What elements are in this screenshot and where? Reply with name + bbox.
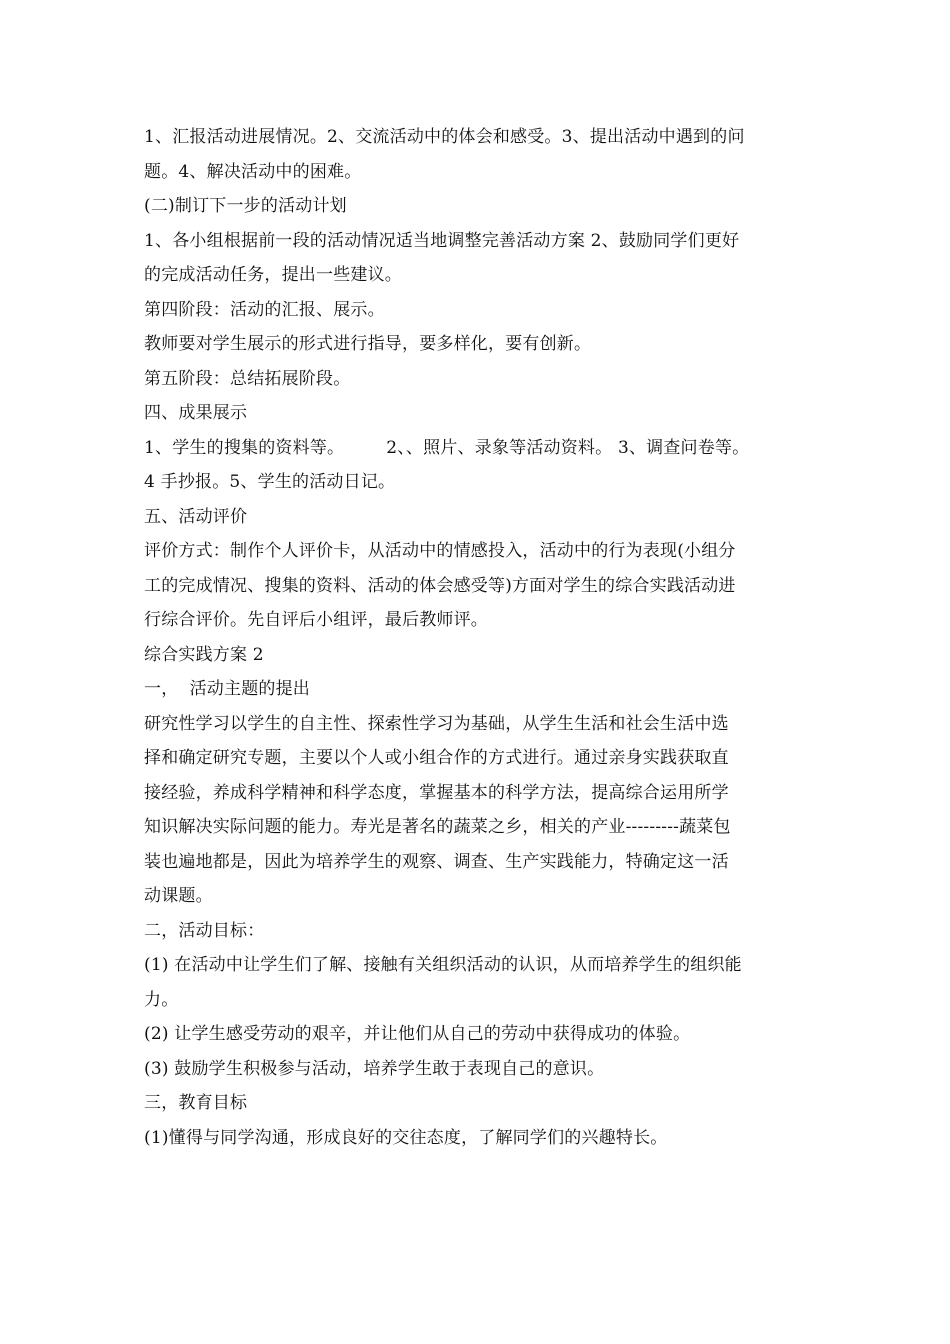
text-line: 4 手抄报。5、学生的活动日记。 (144, 472, 396, 492)
text-line: 知识解决实际问题的能力。寿光是著名的蔬菜之乡，相关的产业---------蔬菜包 (144, 817, 731, 837)
text-line: 工的完成情况、搜集的资料、活动的体会感受等)方面对学生的综合实践活动进 (144, 575, 736, 596)
text-line: (3) 鼓励学生积极参与活动，培养学生敢于表现自己的意识。 (144, 1058, 605, 1079)
text-line: 评价方式：制作个人评价卡，从活动中的情感投入，活动中的行为表现(小组分 (144, 541, 736, 561)
results-item-b: 2、、照片、录象等活动资料。 3、调查问卷等。 (386, 437, 750, 458)
text-line: 1、各小组根据前一段的活动情况适当地调整完善活动方案 2、鼓励同学们更好 (144, 230, 740, 251)
text-line: 教师要对学生展示的形式进行指导，要多样化，要有创新。 (144, 334, 592, 354)
section-heading: (二)制订下一步的活动计划 (144, 196, 347, 216)
results-item-a: 1、学生的搜集的资料等。 (144, 437, 345, 458)
text-line: 的完成活动任务，提出一些建议。 (144, 265, 402, 285)
section-heading: 三，教育目标 (144, 1093, 248, 1113)
text-line: 行综合评价。先自评后小组评，最后教师评。 (144, 610, 488, 630)
section-heading: 第四阶段：活动的汇报、展示。 (144, 299, 385, 320)
text-line: 1、汇报活动进展情况。2、交流活动中的体会和感受。3、提出活动中遇到的问 (144, 127, 745, 147)
text-line: 动课题。 (144, 886, 213, 906)
section-heading: 五、活动评价 (144, 506, 248, 527)
document-body (144, 120, 824, 1155)
section-heading: 四、成果展示 (144, 403, 248, 423)
results-line (144, 431, 824, 466)
text-line: 择和确定研究专题，主要以个人或小组合作的方式进行。通过亲身实践获取直 (144, 748, 729, 768)
text-line: 装也遍地都是，因此为培养学生的观察、调查、生产实践能力，特确定这一活 (144, 851, 729, 872)
text-line: (1)懂得与同学沟通，形成良好的交往态度，了解同学们的兴趣特长。 (144, 1127, 668, 1148)
section-heading: 二，活动目标： (144, 920, 265, 941)
section-heading: 一， 活动主题的提出 (144, 679, 311, 699)
document-subtitle: 综合实践方案 2 (144, 644, 264, 665)
text-line: (1) 在活动中让学生们了解、接触有关组织活动的认识，从而培养学生的组织能 (144, 955, 742, 975)
text-line: 力。 (144, 989, 179, 1010)
text-line: 题。4、解决活动中的困难。 (144, 161, 362, 182)
text-line: 接经验，养成科学精神和科学态度，掌握基本的科学方法，提高综合运用所学 (144, 782, 729, 803)
text-line: (2) 让学生感受劳动的艰辛，并让他们从自己的劳动中获得成功的体验。 (144, 1024, 691, 1044)
text-line: 研究性学习以学生的自主性、探索性学习为基础，从学生生活和社会生活中选 (144, 713, 729, 734)
section-heading: 第五阶段：总结拓展阶段。 (144, 368, 351, 389)
